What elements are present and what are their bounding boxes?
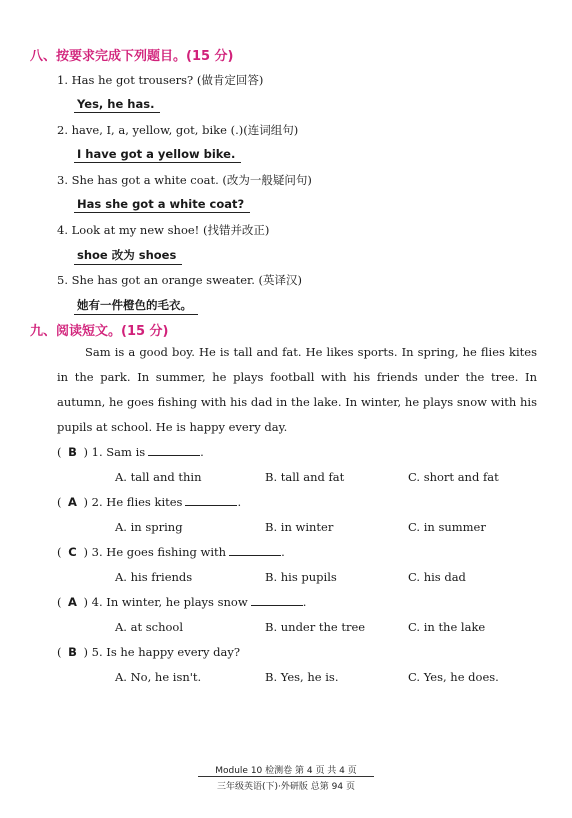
mc-end-1: . (200, 445, 204, 459)
mc-close-paren: ) (83, 545, 88, 559)
mc-answer-4: A (68, 595, 77, 609)
footer-page-info: Module 10 检测卷 第 4 页 共 4 页 (215, 766, 357, 776)
s8-answer-2: I have got a yellow bike. (74, 147, 241, 163)
mc-open-paren: ( (57, 545, 62, 559)
option-a-1: A. tall and thin (115, 470, 202, 484)
option-c-1: C. short and fat (408, 470, 499, 484)
mc-stem-4: 4. In winter, he plays snow (91, 595, 248, 609)
answer-blank (251, 595, 303, 606)
mc-answer-2: A (68, 495, 77, 509)
answer-blank (229, 545, 281, 556)
option-b-3: B. his pupils (265, 570, 337, 584)
answer-blank (148, 445, 200, 456)
section-9-heading: 九、阅读短文。(15 分) (30, 324, 169, 339)
mc-stem-2: 2. He flies kites (91, 495, 183, 509)
mc-close-paren: ) (83, 645, 88, 659)
mc-stem-5: 5. Is he happy every day? (91, 645, 241, 659)
s8-answer-5: 她有一件橙色的毛衣。 (74, 297, 198, 315)
option-c-2: C. in summer (408, 520, 486, 534)
s8-question-5: 5. She has got an orange sweater. (英译汉) (57, 273, 303, 287)
s8-question-2: 2. have, I, a, yellow, got, bike (.)(连词组句) (57, 123, 299, 137)
mc-answer-5: B (68, 645, 77, 659)
reading-passage: Sam is a good boy. He is tall and fat. He likes sports. In spring, he flies kites in the park. In summer, he plays football with his friends under the tree. In autumn, he goes fishing with his dad in the lake. In winter, he plays snow with his pupils at school. He is happy every day. (57, 345, 537, 434)
mc-open-paren: ( (57, 495, 62, 509)
option-b-5: B. Yes, he is. (265, 670, 339, 684)
mc-end-3: . (281, 545, 285, 559)
option-c-4: C. in the lake (408, 620, 486, 634)
option-b-2: B. in winter (265, 520, 334, 534)
option-b-4: B. under the tree (265, 620, 366, 634)
answer-blank (185, 495, 237, 506)
option-c-5: C. Yes, he does. (408, 670, 499, 684)
mc-question-5 (57, 645, 240, 659)
mc-close-paren: ) (83, 495, 88, 509)
s8-answer-1: Yes, he has. (74, 97, 160, 113)
option-b-1: B. tall and fat (265, 470, 345, 484)
s8-question-1: 1. Has he got trousers? (做肯定回答) (57, 73, 264, 87)
option-a-4: A. at school (115, 620, 184, 634)
mc-stem-1: 1. Sam is (91, 445, 146, 459)
mc-open-paren: ( (57, 595, 62, 609)
mc-question-1 (57, 445, 204, 459)
mc-question-3 (57, 545, 285, 559)
s8-answer-4: shoe 改为 shoes (74, 247, 182, 265)
option-a-5: A. No, he isn't. (115, 670, 202, 684)
s8-answer-3: Has she got a white coat? (74, 197, 250, 213)
footer-divider (198, 776, 374, 777)
option-c-3: C. his dad (408, 570, 466, 584)
mc-open-paren: ( (57, 645, 62, 659)
section-8-heading: 八、按要求完成下列题目。(15 分) (30, 49, 234, 64)
mc-answer-3: C (68, 545, 77, 559)
mc-end-4: . (302, 595, 307, 609)
mc-answer-1: B (68, 445, 77, 459)
s8-question-3: 3. She has got a white coat. (改为一般疑问句) (57, 173, 312, 187)
option-a-3: A. his friends (115, 570, 193, 584)
mc-open-paren: ( (57, 445, 62, 459)
s8-question-4: 4. Look at my new shoe! (找错并改正) (57, 223, 270, 237)
option-a-2: A. in spring (115, 520, 183, 534)
mc-end-2: . (237, 495, 242, 509)
mc-close-paren: ) (83, 445, 88, 459)
mc-question-2 (57, 495, 241, 509)
mc-close-paren: ) (83, 595, 88, 609)
mc-stem-3: 3. He goes fishing with (91, 545, 227, 559)
mc-question-4 (57, 595, 306, 609)
footer-book-info: 三年级英语(下)·外研版 总第 94 页 (217, 782, 355, 792)
